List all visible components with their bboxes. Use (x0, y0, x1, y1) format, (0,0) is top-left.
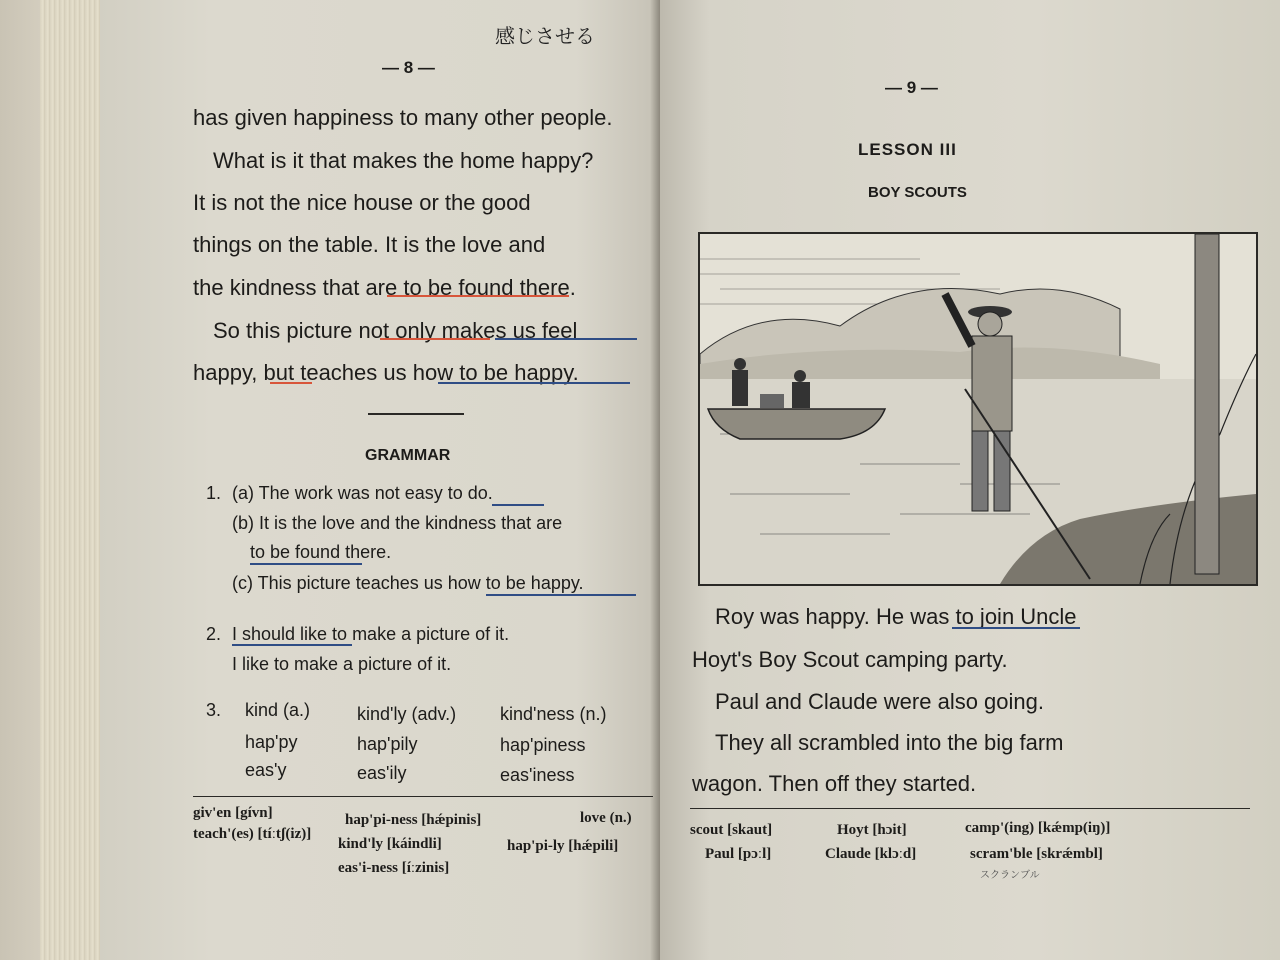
grammar-item-2-num: 2. (206, 624, 222, 644)
grammar-item-1-num: 1. (206, 483, 222, 503)
word-form-cell: kind'ly (adv.) (357, 704, 457, 724)
rowboat (708, 409, 885, 439)
page-number-left: — 8 — (382, 58, 435, 77)
handwritten-note: 感じさせる (495, 24, 595, 48)
paragraph-line-6: So this picture not only makes us feel (213, 318, 578, 343)
grammar-item-3-num: 3. (206, 700, 222, 720)
grammar-1b-line2: to be found there. (250, 542, 392, 562)
red-underline-2 (380, 338, 490, 340)
grammar-1a: (a) The work was not easy to do. (232, 483, 493, 503)
blue-underline-4 (250, 563, 362, 565)
vocab-entry: Claude [klɔːd] (825, 846, 917, 862)
blue-underline-1 (495, 338, 637, 340)
red-underline-1 (387, 295, 569, 297)
blue-underline-6 (232, 644, 352, 646)
word-form-cell: hap'pily (357, 734, 418, 754)
section-divider (368, 413, 464, 415)
paragraph-line-4: things on the table. It is the love and (193, 232, 546, 257)
vocab-entry: scout [skaut] (690, 822, 773, 838)
grammar-2-line1: I should like to make a picture of it. (232, 624, 510, 644)
left-page (100, 0, 660, 960)
paragraph-line-7: happy, but teaches us how to be happy. (193, 360, 579, 385)
tree-trunk (1195, 234, 1219, 574)
paragraph-line-2: What is it that makes the home happy? (213, 148, 594, 173)
blue-underline-right (952, 627, 1080, 629)
grammar-1c: (c) This picture teaches us how to be happy. (232, 573, 584, 593)
vocab-entry: Hoyt [hɔit] (837, 822, 907, 838)
vocab-entry: camp'(ing) [kǽmp(iŋ)] (965, 820, 1111, 836)
vocab-rule-right (690, 808, 1250, 809)
vocab-entry: hap'pi-ly [hǽpili] (507, 838, 619, 854)
vocab-entry: teach'(es) [tíːtʃ(iz)] (193, 826, 312, 842)
paragraph-line-3: It is not the nice house or the good (193, 190, 531, 215)
vocab-entry: hap'pi-ness [hǽpinis] (345, 812, 482, 828)
vocab-rule-left (193, 796, 653, 797)
word-form-cell: kind (a.) (245, 700, 311, 720)
blue-underline-2 (438, 382, 630, 384)
grammar-2-line2: I like to make a picture of it. (232, 654, 452, 674)
handwritten-small-note: スクランブル (980, 870, 1040, 881)
lesson-line-5: wagon. Then off they started. (692, 771, 977, 796)
lesson-illustration (698, 232, 1258, 586)
word-form-cell: kind'ness (n.) (500, 704, 607, 724)
lesson-title: LESSON III (858, 140, 957, 159)
vocab-entry: love (n.) (580, 810, 632, 826)
right-page (660, 0, 1280, 960)
lesson-subtitle: BOY SCOUTS (868, 184, 967, 201)
vocab-entry: giv'en [gívn] (193, 805, 273, 821)
grammar-1b-line1: (b) It is the love and the kindness that are (232, 513, 563, 533)
vocab-entry: Paul [pɔːl] (705, 846, 772, 862)
vocab-entry: eas'i-ness [íːzinis] (338, 860, 450, 876)
word-form-cell: eas'y (245, 760, 287, 780)
paragraph-line-1: has given happiness to many other people. (193, 105, 613, 130)
lesson-line-2: Hoyt's Boy Scout camping party. (692, 647, 1008, 672)
page-number-right: — 9 — (885, 78, 938, 97)
paragraph-line-5: the kindness that are to be found there. (193, 275, 576, 300)
red-underline-3 (270, 382, 312, 384)
vocab-entry: kind'ly [káindli] (338, 836, 442, 852)
grammar-heading: GRAMMAR (365, 447, 451, 464)
boy-scout-illustration (700, 234, 1256, 584)
word-form-cell: hap'py (245, 732, 298, 752)
blue-underline-3 (492, 504, 544, 506)
lesson-line-1: Roy was happy. He was to join Uncle (715, 604, 1077, 629)
word-form-cell: eas'ily (357, 763, 407, 783)
lesson-line-3: Paul and Claude were also going. (715, 689, 1045, 714)
blue-underline-5 (486, 594, 636, 596)
vocab-entry: scram'ble [skrǽmbl] (970, 846, 1103, 862)
word-form-cell: hap'piness (500, 735, 586, 755)
word-form-cell: eas'iness (500, 765, 575, 785)
lesson-line-4: They all scrambled into the big farm (715, 730, 1064, 755)
